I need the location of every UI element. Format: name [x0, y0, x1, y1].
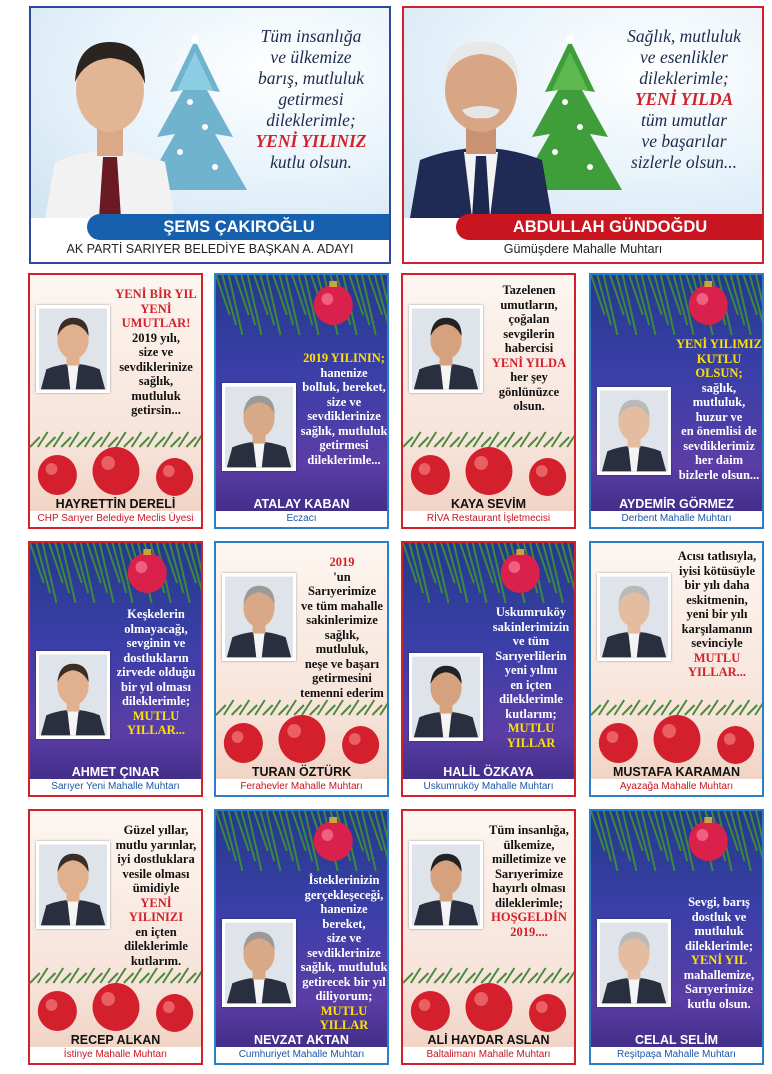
greeting-message: Tüm insanlığa, ülkemize, milletimize ve Sarıyerimize hayırlı olması dileklerimle; HOŞGELDİN 2019.... [485, 823, 573, 939]
role-title: CHP Sarıyer Belediye Meclis Üyesi [30, 511, 201, 527]
ad-ahmet-cinar [28, 541, 203, 797]
portrait-photo [225, 922, 293, 1004]
greeting-message: Sevgi, barış dostluk ve mutluluk dileklerimle; YENİ YIL mahallemize, Sarıyerimize kutlu olsun. [675, 895, 763, 1011]
greeting-message: Tüm insanlığa ve ülkemize barış, mutluluk getirmesi dileklerimle; YENİ YILINIZ kutlu olsun. [241, 26, 381, 173]
portrait-photo [412, 308, 480, 390]
portrait-frame [409, 841, 483, 929]
highlight-text: YENİ YILINIZ [255, 131, 367, 151]
highlight-text: YENİ YILDA [634, 89, 734, 109]
portrait-frame [36, 651, 110, 739]
ad-sems-cakiroglu [29, 6, 391, 264]
role-title: RİVA Restaurant İşletmecisi [403, 511, 574, 527]
portrait-photo [600, 390, 668, 472]
portrait-photo [39, 654, 107, 736]
highlight-text: 2019 YILININ; [303, 351, 385, 365]
portrait-photo [35, 22, 185, 218]
ornament-balls-decoration [30, 427, 201, 497]
person-name: RECEP ALKAN [70, 1033, 161, 1047]
highlight-text: MUTLU YILLAR... [688, 650, 746, 679]
person-name: KAYA SEVİM [450, 497, 527, 511]
portrait-frame [597, 573, 671, 661]
role-title: Ferahevler Mahalle Muhtarı [216, 779, 387, 795]
portrait-frame [409, 305, 483, 393]
role-title: Eczacı [216, 511, 387, 527]
ad-turan-ozturk [214, 541, 389, 797]
portrait-frame [36, 305, 110, 393]
pine-branch-decoration [216, 275, 387, 355]
portrait-frame [597, 387, 671, 475]
portrait-frame [597, 919, 671, 1007]
greeting-message: Güzel yıllar, mutlu yarınlar, iyi dostluklara vesile olması ümidiyle YENİ YILINIZI en içten dileklerimle kutlarım. [112, 823, 200, 968]
portrait-photo [39, 844, 107, 926]
ornament-balls-decoration [403, 963, 574, 1033]
highlight-text: YENİ YIL [690, 953, 748, 967]
person-name: AYDEMİR GÖRMEZ [619, 497, 734, 511]
portrait-photo [225, 386, 293, 468]
highlight-text: YENİ YILDA [491, 355, 567, 370]
role-title: Ayazağa Mahalle Muhtarı [591, 779, 762, 795]
role-title: Sarıyer Yeni Mahalle Muhtarı [30, 779, 201, 795]
role-title: Uskumruköy Mahalle Muhtarı [403, 779, 574, 795]
person-name: HALİL ÖZKAYA [443, 765, 534, 779]
greeting-message: Uskumruköy sakinlerimizin ve tüm Sarıyerlilerin yeni yılını en içten dileklerimle kutlarım; MUTLU YILLAR [487, 605, 575, 750]
greeting-message: Sağlık, mutluluk ve esenlikler dileklerimle; YENİ YILDA tüm umutlar ve başarılar sizlerle olsun... [614, 26, 754, 173]
person-name: HAYRETTİN DERELİ [55, 497, 176, 511]
ad-recep-alkan [28, 809, 203, 1065]
portrait-frame [409, 653, 483, 741]
highlight-text: HOŞGELDİN 2019.... [491, 910, 567, 939]
pine-branch-decoration [591, 811, 762, 891]
ad-atalay-kaban [214, 273, 389, 529]
greeting-message: İsteklerinizin gerçekleşeceği, hanenize bereket, size ve sevdiklerinize sağlık, mutluluk getirecek bir yıl diliyorum; MUTLU YILLAR [300, 873, 388, 1032]
portrait-frame [222, 383, 296, 471]
snow-background [31, 8, 389, 218]
highlight-text: YENİ YILIMIZ KUTLU OLSUN; [675, 337, 762, 380]
greeting-message: 2019 'un Sarıyerimize ve tüm mahalle sakinlerimize sağlık, mutluluk, neşe ve başarı getirmesini temenni ederim [298, 555, 386, 700]
highlight-text: MUTLU YILLAR... [127, 708, 185, 737]
portrait-photo [600, 922, 668, 1004]
portrait-photo [412, 844, 480, 926]
highlight-text: YENİ YILINIZI [128, 895, 184, 924]
greeting-message: Keşkelerin olmayacağı, sevginin ve dostlukların zirvede olduğu bir yıl olması dileklerimle; MUTLU YILLAR... [112, 607, 200, 738]
greeting-message: Tazelenen umutların, çoğalan sevgilerin habercisi YENİ YILDA her şey gönlünüzce olsun. [485, 283, 573, 414]
ad-celal-selim [589, 809, 764, 1065]
person-name: TURAN ÖZTÜRK [251, 765, 352, 779]
ad-hayrettin-dereli [28, 273, 203, 529]
ad-nevzat-aktan [214, 809, 389, 1065]
name-banner: ŞEMS ÇAKIROĞLU [87, 214, 391, 240]
name-banner: ABDULLAH GÜNDOĞDU [456, 214, 764, 240]
ad-aydemir-gormez [589, 273, 764, 529]
ad-abdullah-gundogdu [402, 6, 764, 264]
ad-kaya-sevim [401, 273, 576, 529]
greeting-message: Acısı tatlısıyla, iyisi kötüsüyle bir yılı daha eskitmenin, yeni bir yılı karşılamanın sevinciyle MUTLU YILLAR... [673, 549, 761, 680]
portrait-photo [225, 576, 293, 658]
highlight-text: YENİ BİR YIL YENİ UMUTLAR! [115, 287, 197, 330]
person-name: ATALAY KABAN [253, 497, 350, 511]
ornament-balls-decoration [591, 695, 762, 765]
portrait-photo [600, 576, 668, 658]
role-title: Reşitpaşa Mahalle Muhtarı [591, 1047, 762, 1063]
role-title: Gümüşdere Mahalle Muhtarı [503, 242, 663, 256]
role-title: Baltalimanı Mahalle Muhtarı [403, 1047, 574, 1063]
greeting-message: YENİ YILIMIZ KUTLU OLSUN; sağlık, mutluluk, huzur ve en önemlisi de sevdiklerimiz her daim bizlerle olsun... [675, 337, 762, 482]
portrait-frame [222, 919, 296, 1007]
person-name: ALİ HAYDAR ASLAN [427, 1033, 550, 1047]
role-title: AK PARTİ SARIYER BELEDİYE BAŞKAN A. ADAYI [66, 242, 354, 256]
person-name: AHMET ÇINAR [71, 765, 160, 779]
person-name: MUSTAFA KARAMAN [612, 765, 741, 779]
role-title: Derbent Mahalle Muhtarı [591, 511, 762, 527]
highlight-text: 2019 [329, 555, 355, 569]
portrait-photo [412, 656, 480, 738]
ornament-balls-decoration [216, 695, 387, 765]
ad-ali-haydar-aslan [401, 809, 576, 1065]
portrait-frame [222, 573, 296, 661]
role-title: Cumhuriyet Mahalle Muhtarı [216, 1047, 387, 1063]
ornament-balls-decoration [30, 963, 201, 1033]
portrait-photo [39, 308, 107, 390]
role-title: İstinye Mahalle Muhtarı [30, 1047, 201, 1063]
greeting-message: 2019 YILININ; hanenize bolluk, bereket, size ve sevdiklerinize sağlık, mutluluk getirmesi dileklerimle... [300, 351, 388, 467]
highlight-text: MUTLU YILLAR [506, 721, 556, 750]
person-name: NEVZAT AKTAN [254, 1033, 349, 1047]
ad-mustafa-karaman [589, 541, 764, 797]
snow-background [404, 8, 762, 218]
person-name: CELAL SELİM [634, 1033, 719, 1047]
highlight-text: MUTLU YILLAR [319, 1003, 369, 1032]
ad-halil-ozkaya [401, 541, 576, 797]
portrait-photo [406, 22, 556, 218]
ornament-balls-decoration [403, 427, 574, 497]
portrait-frame [36, 841, 110, 929]
greeting-message: YENİ BİR YIL YENİ UMUTLAR! 2019 yılı, size ve sevdiklerinize sağlık, mutluluk getirsin... [112, 287, 200, 418]
